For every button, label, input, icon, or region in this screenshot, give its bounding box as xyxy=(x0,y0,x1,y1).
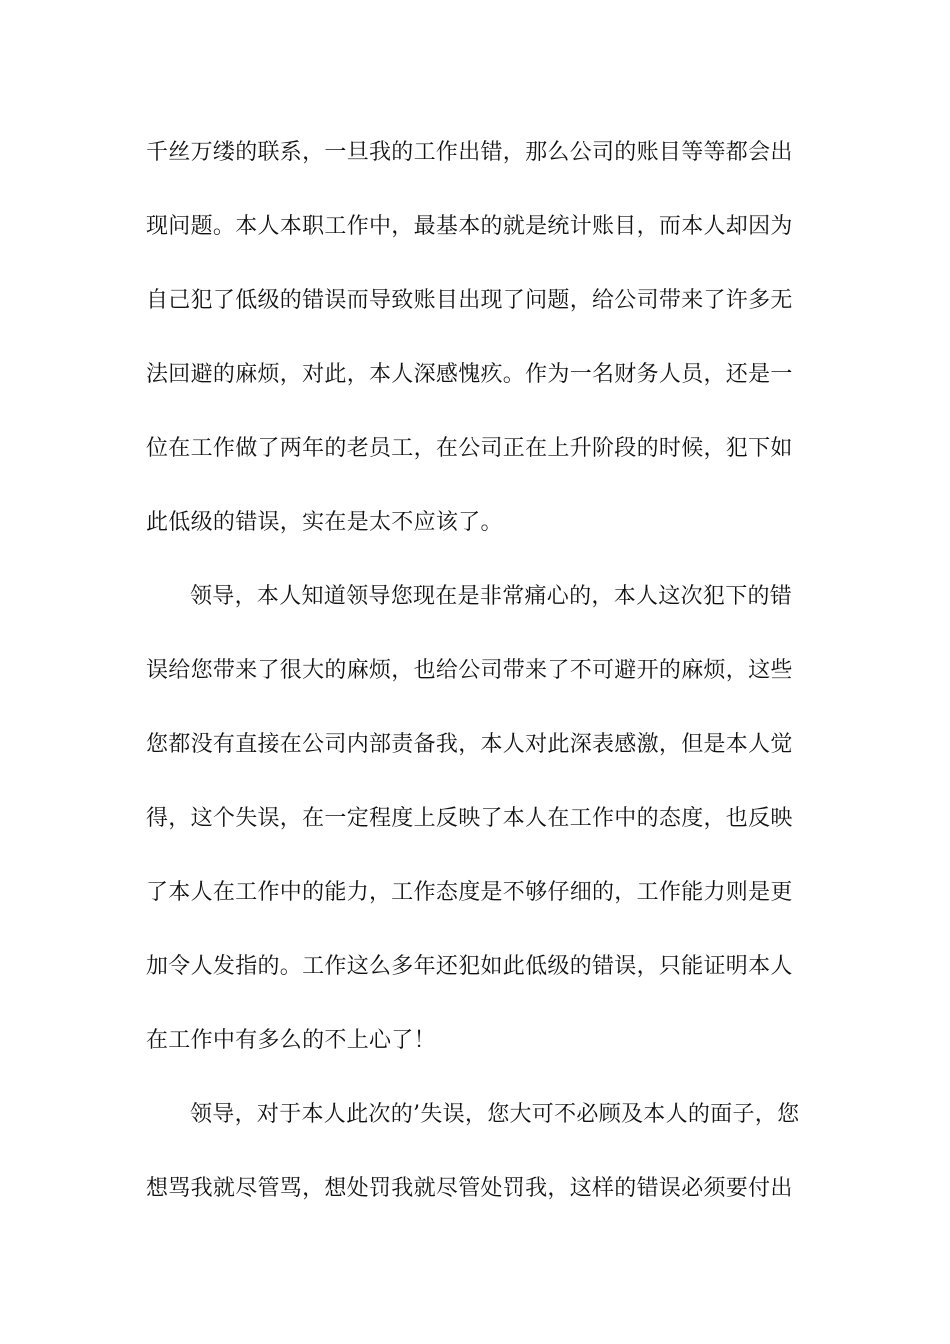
text-line: 千丝万缕的联系，一旦我的工作出错，那么公司的账目等等都会出 xyxy=(146,140,793,165)
text-line: 现问题。本人本职工作中，最基本的就是统计账目，而本人却因为 xyxy=(146,214,793,239)
text-line: 想骂我就尽管骂，想处罚我就尽管处罚我，这样的错误必须要付出 xyxy=(146,1176,793,1201)
body-text xyxy=(146,133,806,1243)
text-line: 误给您带来了很大的麻烦，也给公司带来了不可避开的麻烦，这些 xyxy=(146,658,793,683)
text-line: 自己犯了低级的错误而导致账目出现了问题，给公司带来了许多无 xyxy=(146,288,793,313)
text-line: 了本人在工作中的能力，工作态度是不够仔细的，工作能力则是更 xyxy=(146,880,793,905)
text-line: 位在工作做了两年的老员工，在公司正在上升阶段的时候，犯下如 xyxy=(146,436,793,461)
text-line: 在工作中有多么的不上心了！ xyxy=(146,1028,436,1053)
text-line: 加令人发指的。工作这么多年还犯如此低级的错误，只能证明本人 xyxy=(146,954,793,979)
text-line: 法回避的麻烦，对此，本人深感愧疚。作为一名财务人员，还是一 xyxy=(146,362,793,387)
text-line: 您都没有直接在公司内部责备我，本人对此深表感激，但是本人觉 xyxy=(146,732,793,757)
paragraph-start-line: 领导，本人知道领导您现在是非常痛心的，本人这次犯下的错 xyxy=(190,584,793,609)
text-line: 得，这个失误，在一定程度上反映了本人在工作中的态度，也反映 xyxy=(146,806,793,831)
paragraph-start-line: 领导，对于本人此次的’失误，您大可不必顾及本人的面子，您 xyxy=(190,1102,800,1127)
text-line: 此低级的错误，实在是太不应该了。 xyxy=(146,510,503,535)
